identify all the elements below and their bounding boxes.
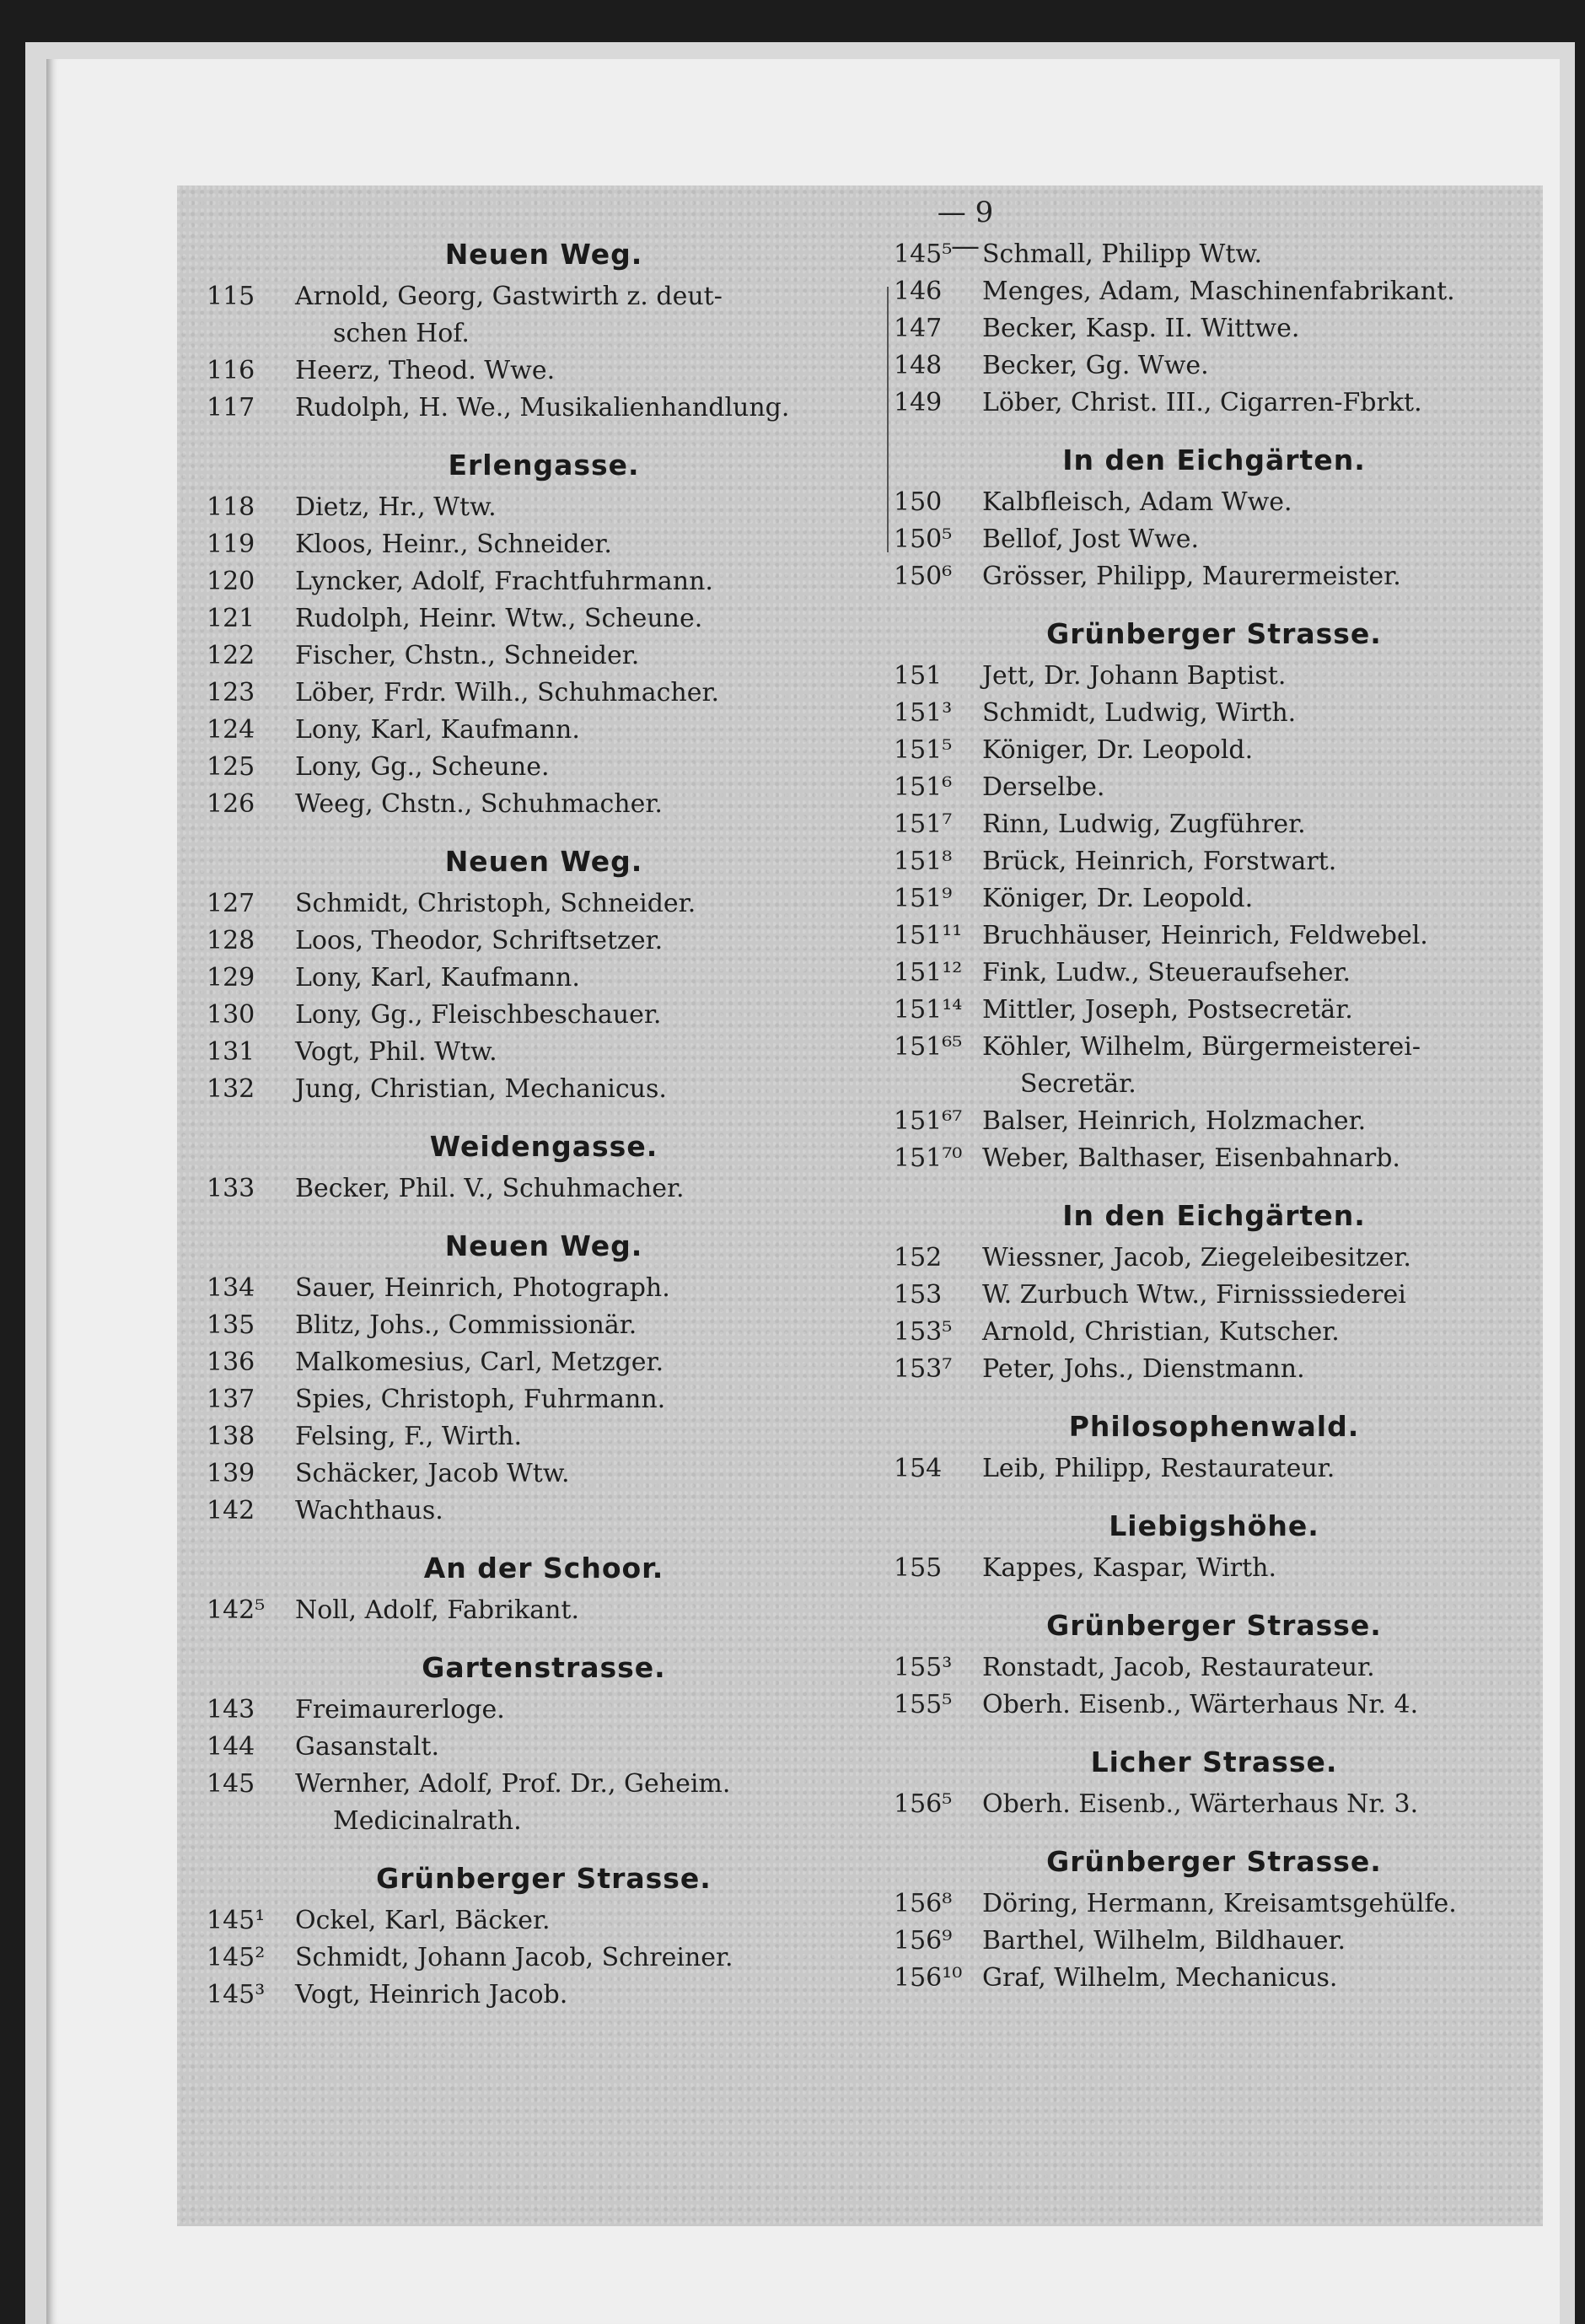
resident-text: Kappes, Kaspar, Wirth. [982,1553,1276,1583]
address-entry [207,675,881,712]
address-entry [207,489,881,526]
house-number: 151⁶ [894,772,953,802]
resident-text: Rudolph, H. We., Musikalienhandlung. [295,393,790,422]
resident-text: Spies, Christoph, Fuhrmann. [295,1385,666,1414]
resident-text: Lony, Karl, Kaufmann. [295,715,580,745]
house-number: 129 [207,963,255,993]
resident-text: Schmall, Philipp Wtw. [982,239,1263,269]
house-number: 118 [207,492,255,522]
house-number: 155⁵ [894,1690,953,1719]
street-heading: Neuen Weg. [444,238,643,271]
resident-text: Königer, Dr. Leopold. [982,735,1254,765]
resident-text: Schmidt, Christoph, Schneider. [295,889,696,918]
address-entry [894,1960,1534,1997]
resident-text: Königer, Dr. Leopold. [982,884,1254,913]
house-number: 135 [207,1310,255,1340]
house-number: 151³ [894,698,953,728]
house-number: 148 [894,351,943,380]
resident-text: W. Zurbuch Wtw., Firnisssiederei [982,1280,1406,1310]
resident-text: Lyncker, Adolf, Frachtfuhrmann. [295,567,713,596]
house-number: 131 [207,1037,255,1067]
address-entry [894,1351,1534,1388]
street-heading: Neuen Weg. [444,1229,643,1262]
resident-text: Peter, Johs., Dienstmann. [982,1354,1305,1384]
address-entry [207,390,881,427]
entry-continuation: schen Hof. [333,319,470,348]
address-entry [894,1450,1534,1487]
house-number: 151¹² [894,958,963,987]
resident-text: Rinn, Ludwig, Zugführer. [982,810,1306,839]
address-entry [894,521,1534,558]
resident-text: Löber, Christ. III., Cigarren-Fbrkt. [982,388,1422,417]
address-entry [207,1071,881,1108]
address-entry [207,1766,881,1803]
column-divider [887,287,889,552]
street-heading: Philosophenwald. [1068,1410,1360,1443]
address-entry [207,1977,881,2014]
house-number: 142 [207,1496,255,1525]
resident-text: Blitz, Johs., Commissionär. [295,1310,637,1340]
address-entry [894,806,1534,843]
house-number: 117 [207,393,255,422]
address-entry [207,1902,881,1939]
address-entry [207,637,881,675]
resident-text: Becker, Gg. Wwe. [982,351,1209,380]
house-number: 145² [207,1943,266,1972]
house-number: 150⁶ [894,562,953,591]
house-number: 146 [894,277,943,306]
resident-text: Barthel, Wilhelm, Bildhauer. [982,1926,1346,1955]
house-number: 125 [207,752,255,782]
resident-text: Arnold, Georg, Gastwirth z. deut- [295,282,723,311]
resident-text: Rudolph, Heinr. Wtw., Scheune. [295,604,703,633]
house-number: 119 [207,530,255,559]
address-entry [894,658,1534,695]
house-number: 145¹ [207,1906,266,1935]
address-entry [207,600,881,637]
house-number: 122 [207,641,255,670]
resident-text: Menges, Adam, Maschinenfabrikant. [982,277,1455,306]
resident-text: Fink, Ludw., Steueraufseher. [982,958,1351,987]
address-entry [207,1493,881,1530]
house-number: 145⁵ [894,239,953,269]
address-entry [894,1687,1534,1724]
address-entry [207,712,881,749]
address-entry [894,310,1534,347]
resident-text: Wernher, Adolf, Prof. Dr., Geheim. [295,1769,731,1799]
entry-continuation: Secretär. [1020,1069,1136,1099]
resident-text: Loos, Theodor, Schriftsetzer. [295,926,664,955]
resident-text: Sauer, Heinrich, Photograph. [295,1273,670,1303]
house-number: 145³ [207,1980,266,2009]
address-entry [207,278,881,315]
resident-text: Graf, Wilhelm, Mechanicus. [982,1963,1338,1993]
street-heading: Weidengasse. [429,1130,658,1163]
house-number: 116 [207,356,255,385]
house-number: 153 [894,1280,943,1310]
address-entry [894,347,1534,385]
address-entry [894,769,1534,806]
resident-text: Gasanstalt. [295,1732,439,1762]
house-number: 137 [207,1385,255,1414]
resident-text: Jung, Christian, Mechanicus. [295,1074,667,1104]
house-number: 127 [207,889,255,918]
house-number: 134 [207,1273,255,1303]
address-entry [207,352,881,390]
address-entry [894,1649,1534,1687]
street-heading: An der Schoor. [423,1552,664,1584]
house-number: 138 [207,1422,255,1451]
street-heading: Grünberger Strasse. [1046,1609,1382,1642]
house-number: 120 [207,567,255,596]
resident-text: Weber, Balthaser, Eisenbahnarb. [982,1143,1400,1173]
address-entry [207,1418,881,1455]
house-number: 126 [207,789,255,819]
house-number: 151⁷⁰ [894,1143,963,1173]
street-heading: Neuen Weg. [444,845,643,878]
address-entry [894,273,1534,310]
address-entry [894,484,1534,521]
address-entry [894,880,1534,917]
house-number: 123 [207,678,255,707]
resident-text: Köhler, Wilhelm, Bürgermeisterei- [982,1032,1421,1062]
street-heading: Gartenstrasse. [422,1651,666,1684]
street-heading: Liebigshöhe. [1109,1509,1319,1542]
resident-text: Balser, Heinrich, Holzmacher. [982,1106,1367,1136]
resident-text: Leib, Philipp, Restaurateur. [982,1454,1335,1483]
house-number: 156⁵ [894,1789,953,1819]
house-number: 156¹⁰ [894,1963,963,1993]
resident-text: Becker, Phil. V., Schuhmacher. [295,1174,685,1203]
house-number: 132 [207,1074,255,1104]
house-number: 124 [207,715,255,745]
resident-text: Ronstadt, Jacob, Restaurateur. [982,1653,1375,1682]
address-entry [894,992,1534,1029]
address-entry [207,923,881,960]
address-entry [894,1886,1534,1923]
address-entry [894,1550,1534,1587]
address-entry [207,526,881,563]
resident-text: Brück, Heinrich, Forstwart. [982,847,1337,876]
address-entry [207,749,881,786]
house-number: 151⁷ [894,810,953,839]
house-number: 155³ [894,1653,953,1682]
resident-text: Kalbfleisch, Adam Wwe. [982,487,1292,517]
house-number: 144 [207,1732,255,1762]
house-number: 133 [207,1174,255,1203]
address-entry [894,1923,1534,1960]
resident-text: Löber, Frdr. Wilh., Schuhmacher. [295,678,720,707]
resident-text: Bellof, Jost Wwe. [982,525,1200,554]
address-entry [894,1314,1534,1351]
house-number: 152 [894,1243,943,1272]
house-number: 151⁵ [894,735,953,765]
resident-text: Oberh. Eisenb., Wärterhaus Nr. 3. [982,1789,1419,1819]
house-number: 155 [894,1553,943,1583]
resident-text: Grösser, Philipp, Maurermeister. [982,562,1401,591]
house-number: 151 [894,661,943,691]
address-entry [894,1103,1534,1140]
house-number: 150 [894,487,943,517]
address-entry [207,1034,881,1071]
house-number: 143 [207,1695,255,1724]
house-number: 151⁸ [894,847,953,876]
address-entry [207,1939,881,1977]
house-number: 154 [894,1454,943,1483]
street-heading: In den Eichgärten. [1062,444,1366,476]
house-number: 115 [207,282,255,311]
resident-text: Becker, Kasp. II. Wittwe. [982,314,1300,343]
resident-text: Noll, Adolf, Fabrikant. [295,1595,579,1625]
house-number: 149 [894,388,943,417]
resident-text: Malkomesius, Carl, Metzger. [295,1348,664,1377]
street-heading: In den Eichgärten. [1062,1199,1366,1232]
address-entry [894,695,1534,732]
resident-text: Schmidt, Johann Jacob, Schreiner. [295,1943,733,1972]
resident-text: Bruchhäuser, Heinrich, Feldwebel. [982,921,1428,950]
resident-text: Kloos, Heinr., Schneider. [295,530,612,559]
resident-text: Heerz, Theod. Wwe. [295,356,556,385]
house-number: 151⁶⁵ [894,1032,963,1062]
address-entry [207,1692,881,1729]
address-entry [894,917,1534,955]
house-number: 147 [894,314,943,343]
street-heading: Licher Strasse. [1090,1746,1338,1778]
address-entry [894,558,1534,595]
address-entry [894,385,1534,422]
book-page [46,59,1560,2324]
address-entry [207,1344,881,1381]
street-heading: Grünberger Strasse. [1046,1845,1382,1878]
address-entry [894,236,1534,273]
street-heading: Grünberger Strasse. [376,1862,712,1895]
address-entry [207,1455,881,1493]
resident-text: Döring, Hermann, Kreisamtsgehülfe. [982,1889,1457,1918]
house-number: 150⁵ [894,525,953,554]
house-number: 156⁸ [894,1889,953,1918]
street-heading: Erlengasse. [448,449,640,481]
address-entry [894,1029,1534,1066]
right-column [894,236,1534,1997]
address-entry [207,1729,881,1766]
page-number: — 9 — [937,196,994,263]
address-entry [207,1170,881,1208]
resident-text: Weeg, Chstn., Schuhmacher. [295,789,663,819]
entry-continuation: Medicinalrath. [333,1806,522,1836]
resident-text: Freimaurerloge. [295,1695,505,1724]
address-entry [894,1277,1534,1314]
resident-text: Oberh. Eisenb., Wärterhaus Nr. 4. [982,1690,1419,1719]
house-number: 145 [207,1769,255,1799]
address-entry [207,1307,881,1344]
house-number: 139 [207,1459,255,1488]
house-number: 151¹⁴ [894,995,963,1025]
house-number: 153⁷ [894,1354,953,1384]
house-number: 151¹¹ [894,921,963,950]
house-number: 128 [207,926,255,955]
house-number: 136 [207,1348,255,1377]
house-number: 156⁹ [894,1926,953,1955]
printed-area [177,186,1543,2226]
house-number: 121 [207,604,255,633]
address-entry [207,563,881,600]
address-entry [207,1592,881,1629]
resident-text: Vogt, Phil. Wtw. [295,1037,497,1067]
address-entry [894,1140,1534,1177]
address-entry [207,786,881,823]
resident-text: Mittler, Joseph, Postsecretär. [982,995,1353,1025]
resident-text: Wiessner, Jacob, Ziegeleibesitzer. [982,1243,1411,1272]
address-entry [207,885,881,923]
resident-text: Derselbe. [982,772,1105,802]
resident-text: Schäcker, Jacob Wtw. [295,1459,570,1488]
house-number: 142⁵ [207,1595,266,1625]
address-entry [207,997,881,1034]
house-number: 130 [207,1000,255,1030]
resident-text: Lony, Gg., Scheune. [295,752,550,782]
address-entry [894,955,1534,992]
resident-text: Lony, Gg., Fleischbeschauer. [295,1000,662,1030]
address-entry [894,1240,1534,1277]
resident-text: Lony, Karl, Kaufmann. [295,963,580,993]
resident-text: Vogt, Heinrich Jacob. [295,1980,568,2009]
resident-text: Arnold, Christian, Kutscher. [982,1317,1340,1347]
house-number: 151⁹ [894,884,953,913]
house-number: 151⁶⁷ [894,1106,963,1136]
resident-text: Ockel, Karl, Bäcker. [295,1906,551,1935]
address-entry [894,732,1534,769]
resident-text: Jett, Dr. Johann Baptist. [982,661,1287,691]
address-entry [207,1270,881,1307]
resident-text: Felsing, F., Wirth. [295,1422,523,1451]
address-entry [894,843,1534,880]
street-heading: Grünberger Strasse. [1046,617,1382,650]
resident-text: Schmidt, Ludwig, Wirth. [982,698,1297,728]
resident-text: Dietz, Hr., Wtw. [295,492,497,522]
house-number: 153⁵ [894,1317,953,1347]
address-entry [894,1786,1534,1823]
address-entry [207,960,881,997]
resident-text: Fischer, Chstn., Schneider. [295,641,640,670]
left-column [207,236,881,2014]
resident-text: Wachthaus. [295,1496,443,1525]
address-entry [207,1381,881,1418]
